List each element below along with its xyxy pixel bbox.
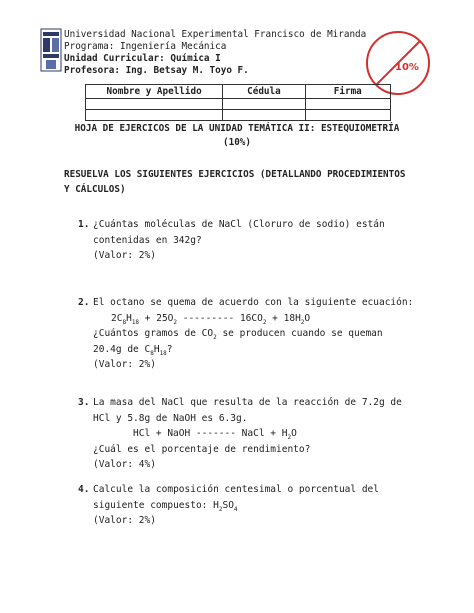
exercise-2-equation: $2C_8H_{18} + 25O_2$ --------- $16CO_2 + 18H_2O$: [111, 312, 311, 326]
id-cell[interactable]: [223, 99, 305, 110]
exercise-3-line-1: La masa del NaCl que resulta de la reacción de 7.2g de: [93, 397, 402, 408]
name-cell[interactable]: [86, 99, 223, 110]
exercise-number: 3.: [78, 397, 90, 408]
name-cell[interactable]: [86, 110, 223, 121]
table-row: [86, 99, 391, 110]
exercise-3-line-2: HCl y 5.8g de NaOH es 6.3g.: [93, 412, 248, 424]
exercise-2-line-1: El octano se quema de acuerdo con la siguiente ecuación:: [93, 297, 414, 308]
exercise-1-value: (Valor: 2%): [93, 250, 156, 261]
course-name: Unidad Curricular: Química I: [64, 53, 221, 64]
signature-cell[interactable]: [305, 110, 390, 121]
id-cell[interactable]: [223, 110, 305, 121]
exercise-number: 1.: [78, 219, 90, 230]
exercise-4-line-1: Calcule la composición centesimal o porcentual del: [93, 484, 379, 495]
exercise-3: [93, 395, 411, 473]
exercise-3-question: ¿Cuál es el porcentaje de rendimiento?: [93, 443, 311, 455]
document-title-weight: (10%): [223, 137, 251, 148]
exercise-number: 4.: [78, 484, 90, 495]
exercise-1-line-1: ¿Cuántas moléculas de NaCl (Cloruro de sodio) están: [93, 219, 385, 230]
signature-cell[interactable]: [305, 99, 390, 110]
exercise-2: [93, 295, 414, 373]
exercise-number: 2.: [78, 297, 90, 308]
exercise-4-value: (Valor: 2%): [93, 515, 156, 526]
exercise-2-question-line-2: 20.4g de $C_8H_{18}$?: [93, 343, 173, 357]
exercise-3-value: (Valor: 4%): [93, 459, 156, 470]
professor-name: Profesora: Ing. Betsay M. Toyo F.: [64, 65, 249, 76]
col-header-id: Cédula: [223, 85, 305, 99]
university-logo: [40, 28, 62, 72]
document-title: HOJA DE EJERCICOS DE LA UNIDAD TEMÁTICA II: ESTEQUIOMETRÍA: [74, 123, 400, 134]
table-row: [86, 110, 391, 121]
col-header-signature: Firma: [305, 85, 390, 99]
instructions: RESUELVA LOS SIGUIENTES EJERCICIOS (DETALLANDO PROCEDIMIENTOS Y CÁLCULOS): [64, 169, 406, 195]
stamp-text: 10%: [395, 62, 419, 73]
exercise-1: [93, 217, 411, 264]
student-signature-table: [85, 84, 391, 121]
exercise-3-equation: HCl + NaOH ------- NaCl + $H_2O$: [133, 428, 297, 441]
university-name: Universidad Nacional Experimental Francisco de Miranda: [64, 29, 367, 40]
exercise-1-line-2: contenidas en 342g?: [93, 234, 202, 246]
exercise-2-question-line-1: ¿Cuántos gramos de $CO_2$ se producen cuando se queman: [93, 328, 383, 341]
exercise-4: [93, 482, 411, 529]
exercise-2-value: (Valor: 2%): [93, 359, 156, 370]
program-name: Programa: Ingeniería Mecánica: [64, 41, 227, 52]
col-header-name: Nombre y Apellido: [86, 85, 223, 99]
exercise-4-line-2: siguiente compuesto: $H_2SO_4$: [93, 499, 238, 513]
